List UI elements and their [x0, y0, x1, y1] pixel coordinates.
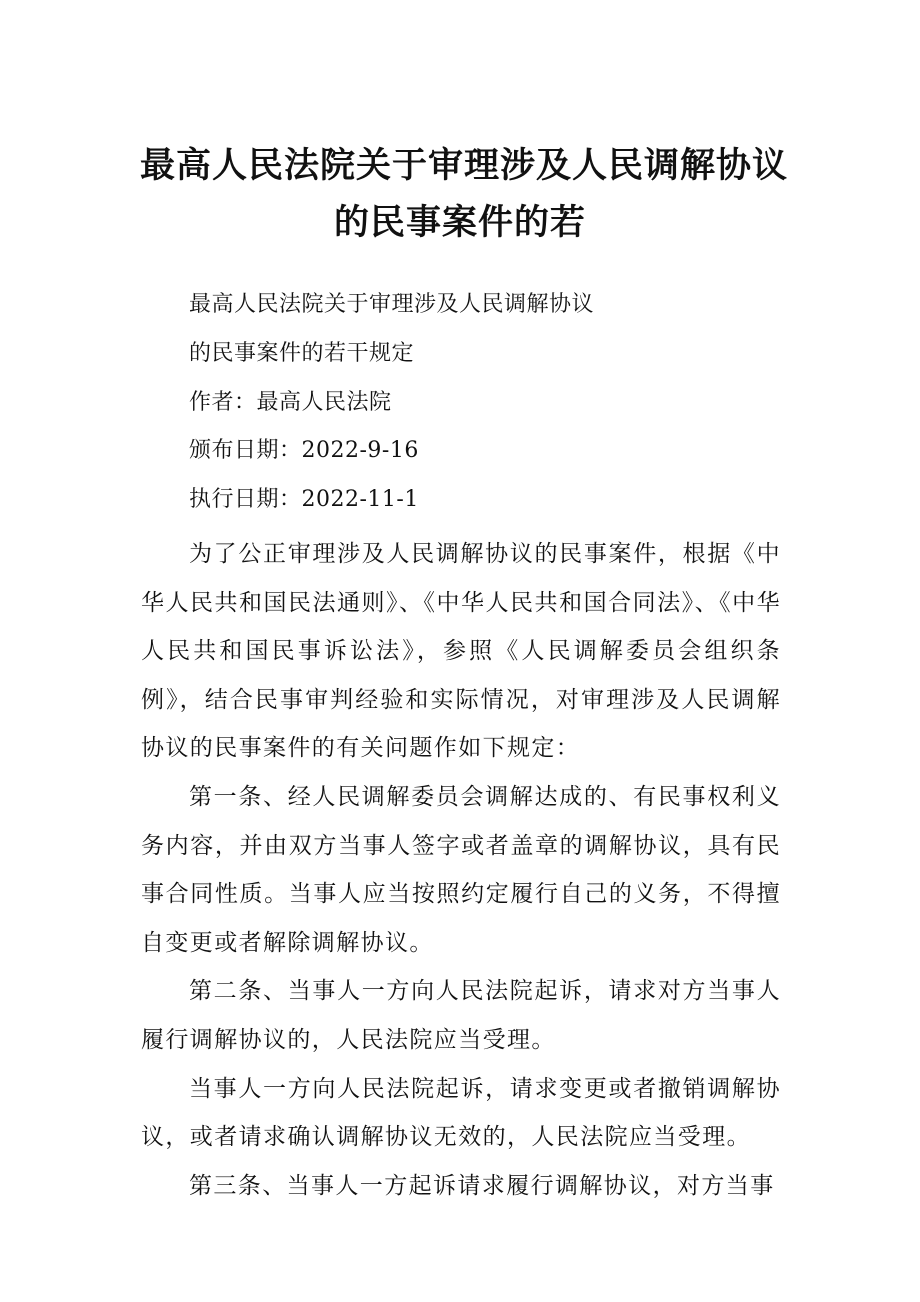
paragraph-article-2: 第二条、当事人一方向人民法院起诉，请求对方当事人履行调解协议的，人民法院应当受理。 [141, 978, 781, 1053]
paragraph-article-3: 第三条、当事人一方起诉请求履行调解协议，对方当事 [189, 1172, 775, 1199]
subtitle-line-1: 最高人民法院关于审理涉及人民调解协议 [189, 292, 595, 317]
issue-date-line: 颁布日期：2022-9-16 [189, 438, 419, 463]
document-title-line-1: 最高人民法院关于审理涉及人民调解协议 [140, 145, 789, 186]
subtitle-line-2: 的民事案件的若干规定 [189, 341, 415, 366]
author-line: 作者：最高人民法院 [189, 390, 392, 415]
paragraph-article-2-clause-2: 当事人一方向人民法院起诉，请求变更或者撤销调解协议，或者请求确认调解协议无效的，人民法院应当受理。 [141, 1075, 781, 1151]
effective-date-line: 执行日期：2022-11-1 [189, 487, 419, 512]
document-body [141, 530, 781, 1210]
paragraph-article-1: 第一条、经人民调解委员会调解达成的、有民事权利义务内容，并由双方当事人签字或者盖章的调解协议，具有民事合同性质。当事人应当按照约定履行自己的义务，不得擅自变更或者解除调解协议。 [141, 783, 781, 956]
paragraph-preamble: 为了公正审理涉及人民调解协议的民事案件，根据《中华人民共和国民法通则》、《中华人民共和国合同法》、《中华人民共和国民事诉讼法》，参照《人民调解委员会组织条例》，结合民事审判经验和实际情况，对审理涉及人民调解协议的民事案件的有关问题作如下规定： [141, 541, 781, 762]
document-title-line-2: 的民事案件的若 [333, 202, 586, 243]
